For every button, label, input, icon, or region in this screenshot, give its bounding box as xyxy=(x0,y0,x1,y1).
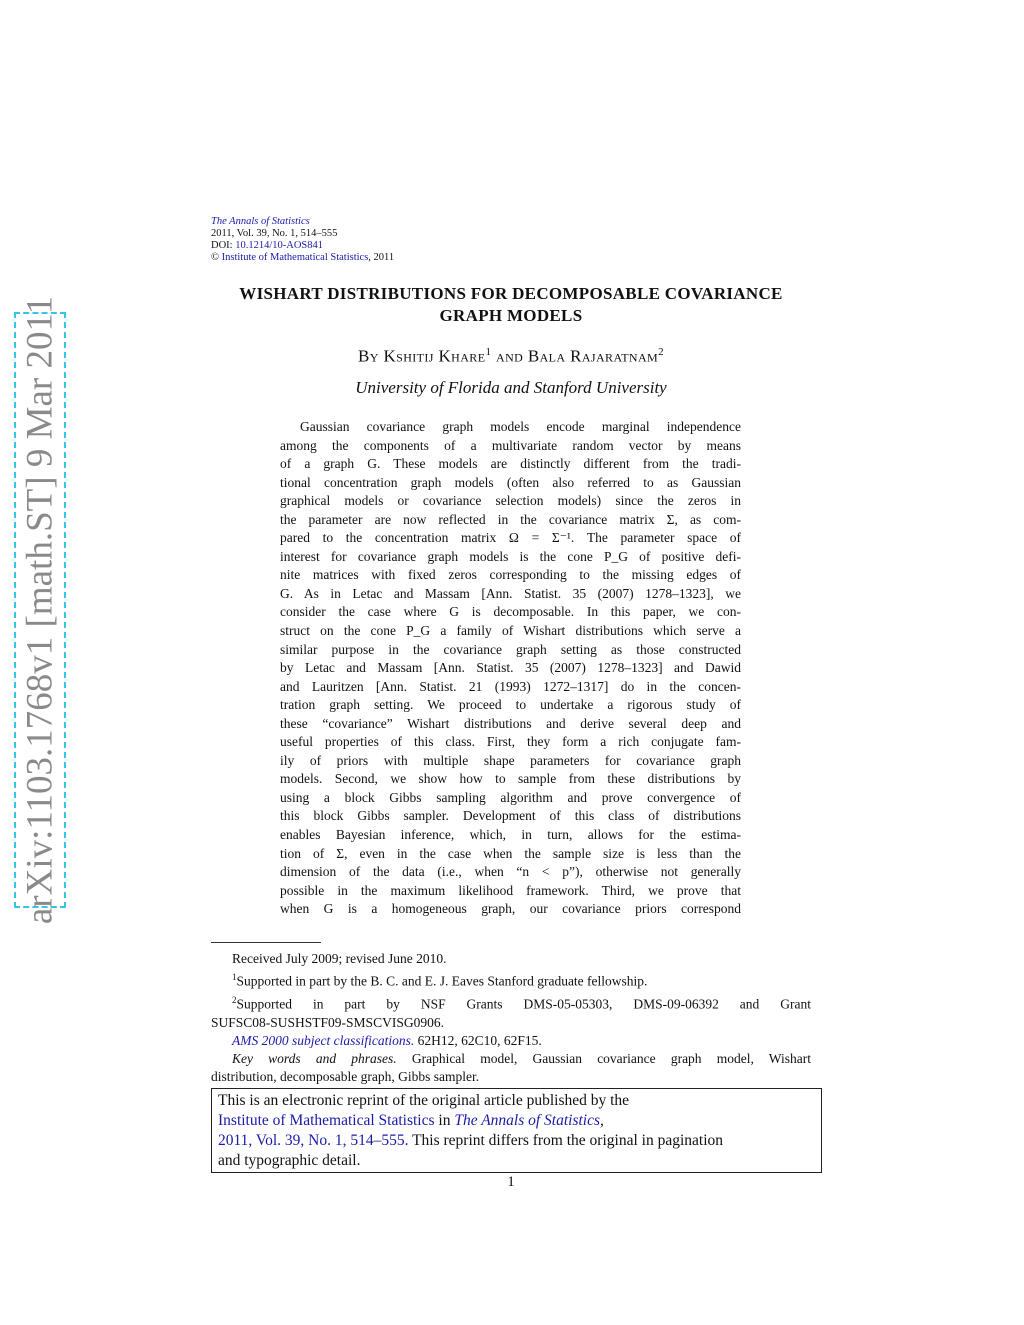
publisher-link[interactable]: Institute of Mathematical Statistics xyxy=(218,1112,435,1129)
abstract-line: enables Bayesian inference, which, in turn, allows for the estima- xyxy=(280,827,741,843)
paper-title-line2: GRAPH MODELS xyxy=(439,306,583,325)
abstract-line: tional concentration graph models (often also referred to as Gaussian xyxy=(280,474,741,490)
arxiv-identifier-text: arXiv:1103.1768v1 [math.ST] 9 Mar 2011 xyxy=(19,295,61,925)
journal-volume-line: 2011, Vol. 39, No. 1, 514–555 xyxy=(211,228,338,239)
page-number: 1 xyxy=(507,1174,515,1190)
author-line xyxy=(211,346,811,367)
abstract-line: possible in the maximum likelihood framework. Third, we prove that xyxy=(280,882,741,898)
keywords-line2: distribution, decomposable graph, Gibbs sampler. xyxy=(211,1069,480,1085)
abstract-line: similar purpose in the covariance graph setting as those constructed xyxy=(280,641,741,657)
reprint-line4: and typographic detail. xyxy=(218,1152,361,1169)
affiliation: University of Florida and Stanford University xyxy=(355,378,667,397)
doi-link[interactable]: 10.1214/10-AOS841 xyxy=(235,240,324,251)
abstract-line: ily of priors with multiple shape parameters for covariance graph xyxy=(280,752,741,768)
abstract-line: and Lauritzen [Ann. Statist. 21 (1993) 1272–1317] do in the concen- xyxy=(280,678,741,694)
reprint-line2: Institute of Mathematical Statistics in The Annals of Statistics, xyxy=(218,1112,604,1129)
paper-title xyxy=(211,283,811,327)
abstract-line: by Letac and Massam [Ann. Statist. 35 (2007) 1278–1323] and Dawid xyxy=(280,660,741,676)
by-label: By xyxy=(357,346,384,366)
copyright-year: , 2011 xyxy=(368,252,395,263)
abstract-line: pared to the concentration matrix Ω = Σ⁻¹. The parameter space of xyxy=(280,530,741,546)
abstract-line: models. Second, we show how to sample from these distributions by xyxy=(280,771,741,787)
reprint-notice-box xyxy=(211,1088,822,1173)
keywords-line1: Key words and phrases. Graphical model, Gaussian covariance graph model, Wishart xyxy=(232,1051,811,1067)
abstract xyxy=(280,418,741,919)
abstract-line: these “covariance” Wishart distributions and derive several deep and xyxy=(280,715,741,731)
reprint-line1: This is an electronic reprint of the original article published by the xyxy=(218,1092,630,1109)
abstract-line: tration graph setting. We proceed to undertake a rigorous study of xyxy=(280,697,741,713)
abstract-line: when G is a homogeneous graph, our covariance priors correspond xyxy=(280,901,741,917)
abstract-line: nite matrices with fixed zeros corresponding to the missing edges of xyxy=(280,567,741,583)
copyright-holder-link[interactable]: Institute of Mathematical Statistics xyxy=(221,252,369,263)
reprint-line3: 2011, Vol. 39, No. 1, 514–555. This reprint differs from the original in pagination xyxy=(218,1132,723,1149)
abstract-line: Gaussian covariance graph models encode marginal independence xyxy=(300,419,741,434)
journal-name-link[interactable]: The Annals of Statistics xyxy=(211,216,310,227)
footnote-divider xyxy=(211,942,321,943)
footnote-2-line1: $^2$Supported in part by NSF Grants DMS-05-05303, DMS-09-06392 and Grant xyxy=(232,994,811,1012)
abstract-line: interest for covariance graph models is the cone P_G of positive defi- xyxy=(280,548,741,564)
abstract-line: tion of Σ, even in the case when the sample size is less than the xyxy=(280,845,741,861)
arxiv-identifier-stamp[interactable] xyxy=(14,295,66,925)
abstract-line: among the components of a multivariate random vector by means xyxy=(280,437,741,453)
journal-info xyxy=(211,216,394,264)
paper-title-line1: WISHART DISTRIBUTIONS FOR DECOMPOSABLE COVARIANCE xyxy=(239,284,783,303)
abstract-line: useful properties of this class. First, they form a rich conjugate fam- xyxy=(280,734,741,750)
abstract-line: this block Gibbs sampler. Development of this class of distributions xyxy=(280,808,741,824)
and-label: and xyxy=(491,346,528,366)
author-2: Bala Rajaratnam xyxy=(527,346,659,366)
abstract-line: using a block Gibbs sampling algorithm and prove convergence of xyxy=(280,789,741,805)
abstract-line: the parameter are now reflected in the covariance matrix Σ, as com- xyxy=(280,511,741,527)
abstract-line: graphical models or covariance selection models) since the zeros in xyxy=(280,493,741,509)
author-2-footnote-mark: 2 xyxy=(658,346,665,358)
footnote-2-line2: SUFSC08-SUSHSTF09-SMSCVISG0906. xyxy=(211,1014,444,1030)
journal-link[interactable]: The Annals of Statistics xyxy=(454,1112,601,1129)
citation-link[interactable]: 2011, Vol. 39, No. 1, 514–555. xyxy=(218,1132,409,1149)
author-1-footnote-mark: 1 xyxy=(485,346,492,358)
ams-classifications: AMS 2000 subject classifications. 62H12, 62C10, 62F15. xyxy=(232,1032,542,1048)
doi-label: DOI: xyxy=(211,240,236,251)
abstract-line: dimension of the data (i.e., when “n < p”), otherwise not generally xyxy=(280,864,741,880)
abstract-line: struct on the cone P_G a family of Wishart distributions which serve a xyxy=(280,623,741,639)
abstract-line: G. As in Letac and Massam [Ann. Statist. 35 (2007) 1278–1323], we xyxy=(280,585,741,601)
footnote-1: $^1$Supported in part by the B. C. and E. J. Eaves Stanford graduate fellowship. xyxy=(232,972,648,989)
copyright-symbol: © xyxy=(211,252,219,263)
abstract-line: consider the case where G is decomposable. In this paper, we con- xyxy=(280,604,741,620)
ams-classifications-link[interactable]: AMS 2000 subject classifications. xyxy=(232,1032,415,1048)
abstract-line: of a graph G. These models are distinctly different from the tradi- xyxy=(280,456,741,472)
author-1: Kshitij Khare xyxy=(383,346,486,366)
received-dates: Received July 2009; revised June 2010. xyxy=(232,951,447,966)
footnotes xyxy=(211,950,811,1086)
